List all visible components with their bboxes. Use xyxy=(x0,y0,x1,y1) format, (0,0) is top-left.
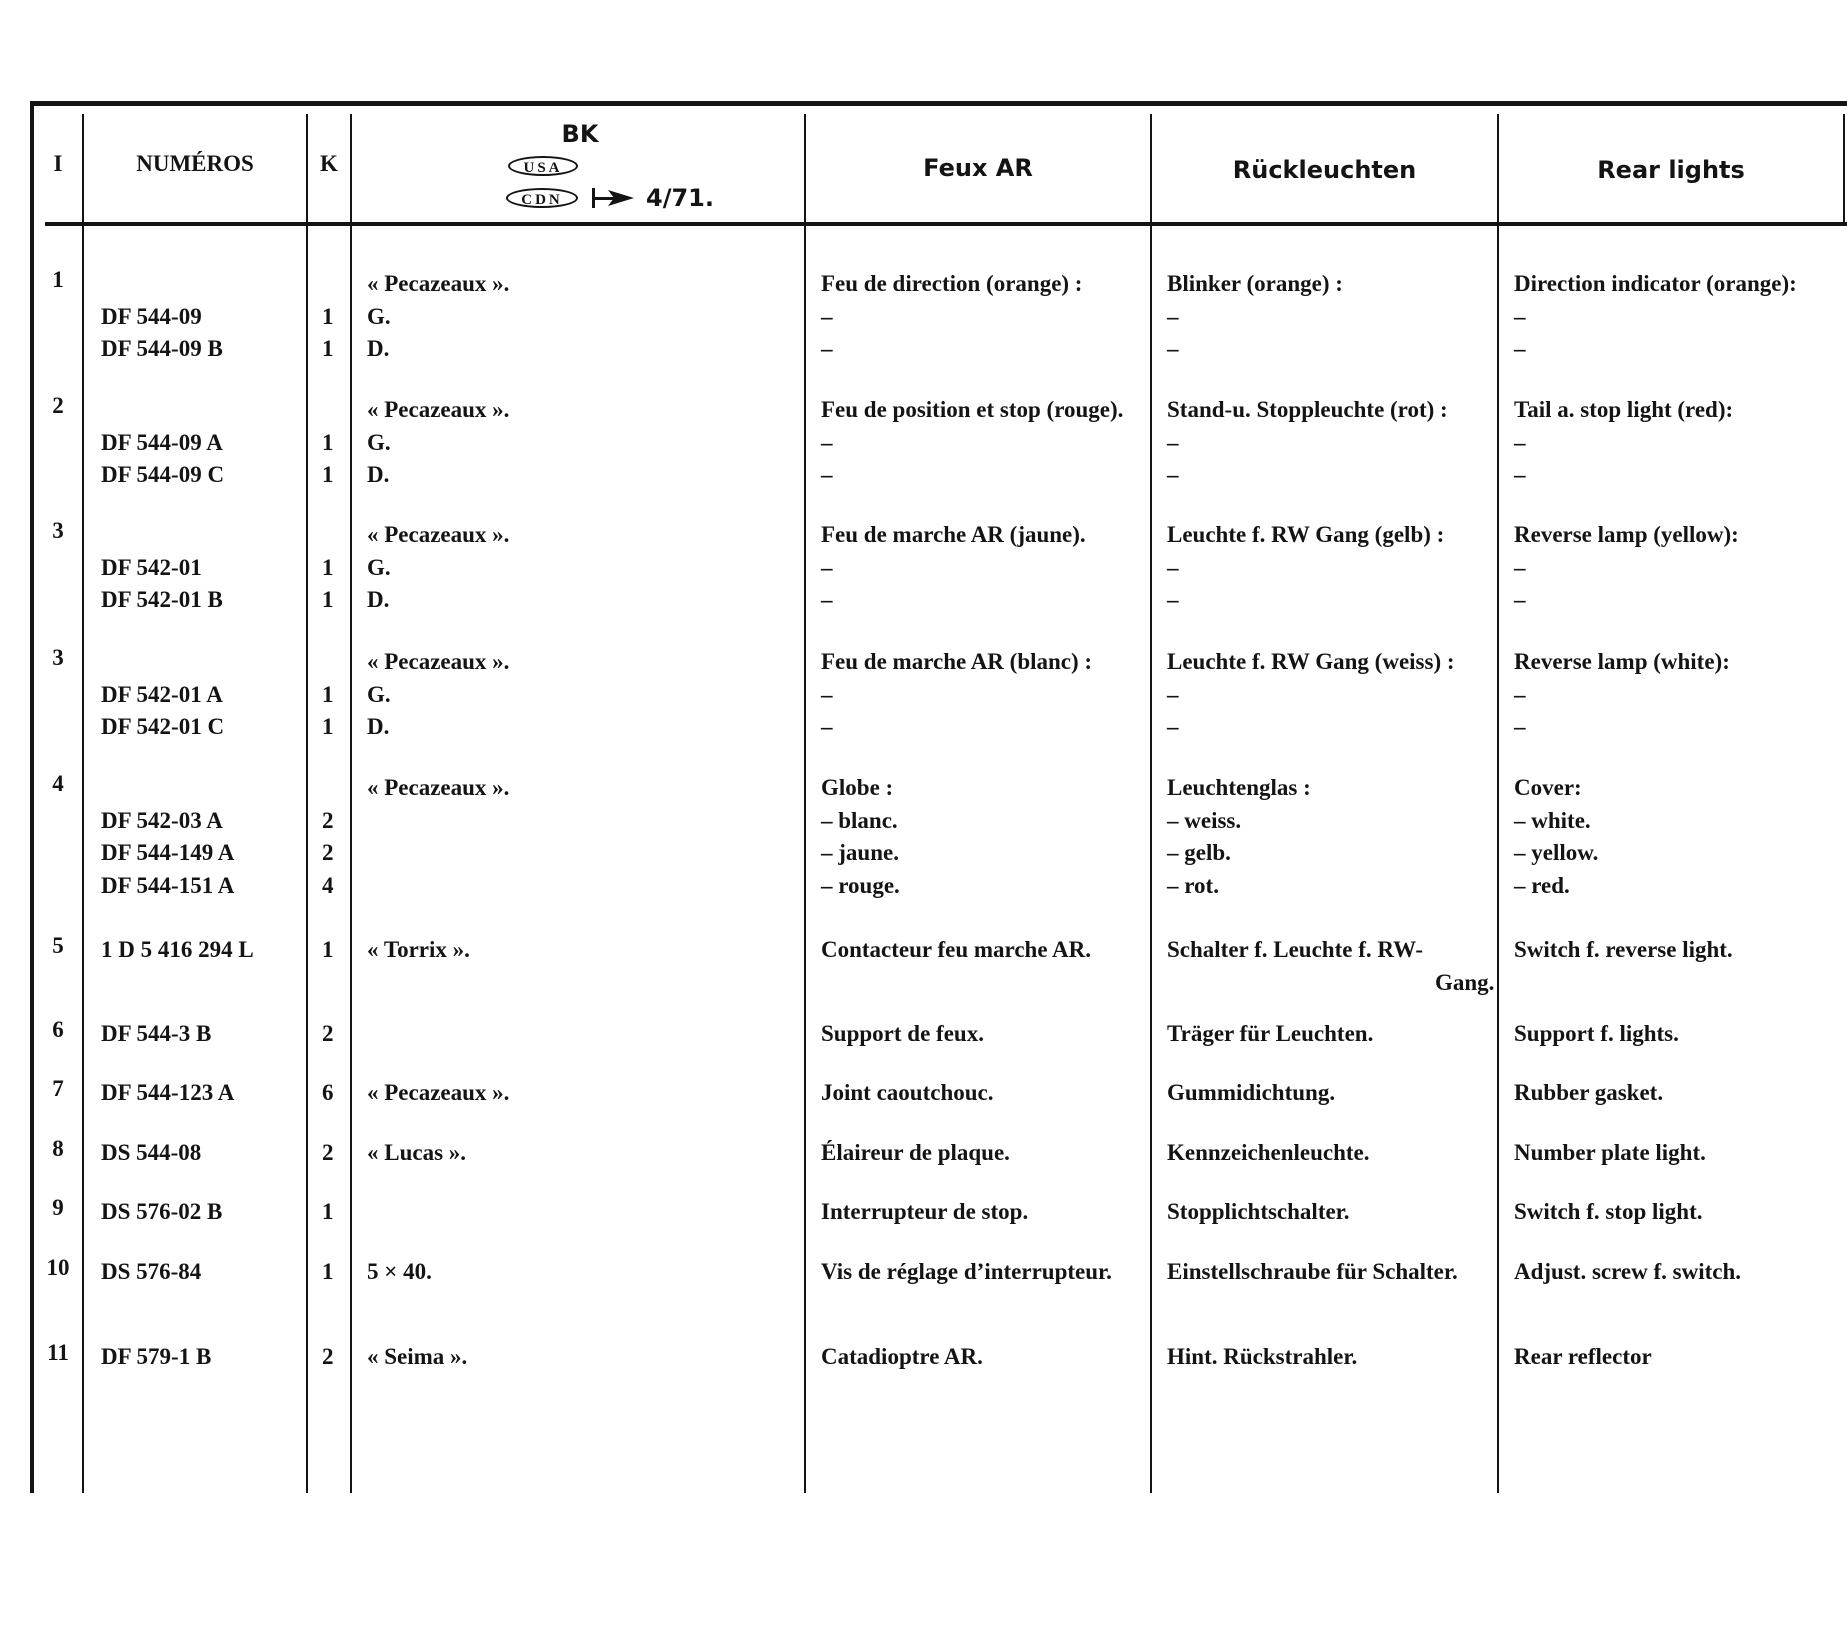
part-number: DF 542-01 C xyxy=(101,714,225,739)
part-number: DF 544-3 B xyxy=(101,1021,212,1046)
part-number: DF 542-01 A xyxy=(101,681,223,707)
make-note: D. xyxy=(367,336,390,361)
cdn-badge: CDN xyxy=(506,188,578,208)
quantity: 1 xyxy=(322,681,334,707)
quantity: 1 xyxy=(322,554,334,580)
quantity: 2 xyxy=(322,1140,334,1165)
item-index: 3 xyxy=(52,518,64,543)
desc-fr: Feu de position et stop (rouge). xyxy=(821,397,1124,422)
desc-fr: – xyxy=(821,429,833,455)
quantity: 6 xyxy=(322,1080,334,1105)
header-numbers: NUMÉROS xyxy=(136,151,254,176)
desc-fr: Contacteur feu marche AR. xyxy=(821,937,1091,962)
usa-badge: USA xyxy=(508,156,578,176)
desc-de: – rot. xyxy=(1167,872,1219,898)
desc-fr: Catadioptre AR. xyxy=(821,1344,983,1369)
part-number: DF 544-09 C xyxy=(101,462,225,487)
desc-fr: Feu de marche AR (blanc) : xyxy=(821,649,1093,674)
desc-de: Einstellschraube für Schalter. xyxy=(1167,1259,1458,1284)
desc-en: Switch f. stop light. xyxy=(1514,1199,1703,1224)
desc-fr: Feu de direction (orange) : xyxy=(821,271,1083,296)
col-divider-model xyxy=(350,114,352,1493)
desc-en: – xyxy=(1514,554,1526,580)
desc-de: Stopplichtschalter. xyxy=(1167,1199,1350,1224)
make-note: « Pecazeaux ». xyxy=(367,1080,510,1105)
make-note: « Pecazeaux ». xyxy=(367,271,510,296)
part-number: DF 544-151 A xyxy=(101,872,235,898)
header-k: K xyxy=(320,151,338,176)
quantity: 2 xyxy=(322,1344,334,1369)
desc-fr: – jaune. xyxy=(821,840,899,865)
desc-en: – xyxy=(1514,462,1526,487)
make-note: G. xyxy=(367,303,391,329)
desc-de: Leuchte f. RW Gang (gelb) : xyxy=(1167,522,1445,547)
desc-de: Leuchte f. RW Gang (weiss) : xyxy=(1167,649,1455,674)
item-index: 10 xyxy=(46,1255,70,1280)
part-number: DF 542-01 B xyxy=(101,587,223,612)
make-note: G. xyxy=(367,554,391,580)
quantity: 1 xyxy=(322,937,334,962)
header-de: Rückleuchten xyxy=(1232,156,1417,184)
item-index: 11 xyxy=(47,1340,69,1365)
desc-de: – xyxy=(1167,681,1179,707)
col-divider-en xyxy=(1497,114,1499,1493)
desc-en: – xyxy=(1514,429,1526,455)
desc-fr: Joint caoutchouc. xyxy=(821,1080,994,1105)
desc-en: Direction indicator (orange): xyxy=(1514,271,1797,296)
desc-de: Schalter f. Leuchte f. RW- xyxy=(1167,937,1423,962)
desc-fr: Support de feux. xyxy=(821,1021,984,1046)
desc-de: – weiss. xyxy=(1167,807,1242,833)
make-note: D. xyxy=(367,462,390,487)
desc-fr: – xyxy=(821,462,833,487)
header-index: I xyxy=(53,151,63,176)
quantity: 4 xyxy=(322,872,334,898)
desc-de: – xyxy=(1167,303,1179,329)
make-note: G. xyxy=(367,429,391,455)
desc-en: – xyxy=(1514,587,1526,612)
desc-de: – xyxy=(1167,336,1179,361)
desc-de: Gummidichtung. xyxy=(1167,1080,1336,1105)
desc-fr: Interrupteur de stop. xyxy=(821,1199,1029,1224)
item-index: 5 xyxy=(52,933,64,958)
desc-de: Stand-u. Stoppleuchte (rot) : xyxy=(1167,397,1448,422)
desc-fr: Feu de marche AR (jaune). xyxy=(821,522,1086,547)
top-rule xyxy=(30,101,1847,106)
desc-fr: – xyxy=(821,714,833,739)
item-index: 1 xyxy=(52,267,64,292)
make-note: « Pecazeaux ». xyxy=(367,775,510,800)
item-index: 2 xyxy=(52,393,64,418)
desc-de: Leuchtenglas : xyxy=(1167,775,1311,800)
header-en: Rear lights xyxy=(1597,156,1745,184)
desc-de: Träger für Leuchten. xyxy=(1167,1021,1374,1046)
make-note: D. xyxy=(367,587,390,612)
desc-en: Reverse lamp (white): xyxy=(1514,649,1730,674)
item-index: 7 xyxy=(52,1076,64,1101)
desc-en: – red. xyxy=(1514,872,1570,898)
header-model: BK xyxy=(561,120,599,148)
part-number: DS 544-08 xyxy=(101,1140,202,1165)
desc-en: Cover: xyxy=(1514,775,1582,800)
make-note: 5 × 40. xyxy=(367,1259,432,1284)
part-number: 1 D 5 416 294 L xyxy=(101,937,254,962)
desc-en: Rubber gasket. xyxy=(1514,1080,1664,1105)
quantity: 2 xyxy=(322,840,334,865)
part-number: DF 544-09 A xyxy=(101,429,223,455)
item-index: 4 xyxy=(52,771,64,796)
desc-fr: Élaireur de plaque. xyxy=(821,1140,1010,1165)
right-border xyxy=(1843,114,1845,224)
quantity: 1 xyxy=(322,714,334,739)
make-note: « Pecazeaux ». xyxy=(367,397,510,422)
col-divider-k xyxy=(306,114,308,1493)
desc-en: – xyxy=(1514,681,1526,707)
part-number: DF 542-01 xyxy=(101,554,202,580)
header-bottom-rule xyxy=(45,222,1847,226)
quantity: 1 xyxy=(322,462,334,487)
make-note: « Pecazeaux ». xyxy=(367,522,510,547)
desc-de: Gang. xyxy=(1435,969,1495,995)
make-note: « Lucas ». xyxy=(367,1140,467,1165)
desc-fr: – xyxy=(821,336,833,361)
desc-de: – xyxy=(1167,587,1179,612)
desc-en: – yellow. xyxy=(1514,840,1599,865)
item-index: 8 xyxy=(52,1136,64,1161)
desc-fr: Globe : xyxy=(821,775,894,800)
arrow-head-icon xyxy=(608,190,634,206)
quantity: 1 xyxy=(322,429,334,455)
make-note: D. xyxy=(367,714,390,739)
make-note: « Torrix ». xyxy=(367,937,470,962)
part-number: DF 579-1 B xyxy=(101,1344,212,1369)
quantity: 2 xyxy=(322,807,334,833)
desc-de: – xyxy=(1167,714,1179,739)
part-number: DF 542-03 A xyxy=(101,807,223,833)
item-index: 9 xyxy=(52,1195,64,1220)
desc-de: – xyxy=(1167,462,1179,487)
header-fr: Feux AR xyxy=(923,154,1033,182)
desc-fr: – xyxy=(821,587,833,612)
make-note: G. xyxy=(367,681,391,707)
part-number: DF 544-149 A xyxy=(101,840,235,865)
part-number: DS 576-84 xyxy=(101,1259,202,1284)
desc-fr: – xyxy=(821,554,833,580)
col-divider-numbers xyxy=(82,114,84,1493)
item-index: 6 xyxy=(52,1017,64,1042)
col-divider-de xyxy=(1150,114,1152,1493)
desc-de: – xyxy=(1167,554,1179,580)
desc-en: – xyxy=(1514,303,1526,329)
item-index: 3 xyxy=(52,645,64,670)
desc-en: Rear reflector xyxy=(1514,1344,1652,1369)
make-note: « Seima ». xyxy=(367,1344,468,1369)
quantity: 1 xyxy=(322,303,334,329)
desc-de: – gelb. xyxy=(1167,840,1231,865)
desc-de: Kennzeichenleuchte. xyxy=(1167,1140,1370,1165)
desc-en: Tail a. stop light (red): xyxy=(1514,397,1734,422)
quantity: 1 xyxy=(322,587,334,612)
col-divider-fr xyxy=(804,114,806,1493)
part-number: DS 576-02 B xyxy=(101,1199,223,1224)
desc-fr: – xyxy=(821,681,833,707)
desc-en: Number plate light. xyxy=(1514,1140,1706,1165)
part-number: DF 544-09 xyxy=(101,303,202,329)
desc-fr: – rouge. xyxy=(821,872,900,898)
quantity: 1 xyxy=(322,336,334,361)
desc-de: Blinker (orange) : xyxy=(1167,271,1343,296)
quantity: 2 xyxy=(322,1021,334,1046)
desc-en: Support f. lights. xyxy=(1514,1021,1679,1046)
desc-de: – xyxy=(1167,429,1179,455)
header-model-date: 4/71. xyxy=(646,184,714,212)
desc-en: – xyxy=(1514,336,1526,361)
desc-de: Hint. Rückstrahler. xyxy=(1167,1344,1358,1369)
desc-fr: – blanc. xyxy=(821,807,898,833)
quantity: 1 xyxy=(322,1259,334,1284)
desc-en: Switch f. reverse light. xyxy=(1514,937,1733,962)
part-number: DF 544-09 B xyxy=(101,336,223,361)
desc-fr: – xyxy=(821,303,833,329)
desc-en: Reverse lamp (yellow): xyxy=(1514,522,1739,547)
desc-en: Adjust. screw f. switch. xyxy=(1514,1259,1742,1284)
part-number: DF 544-123 A xyxy=(101,1080,235,1105)
quantity: 1 xyxy=(322,1199,334,1224)
make-note: « Pecazeaux ». xyxy=(367,649,510,674)
desc-fr: Vis de réglage d’interrupteur. xyxy=(821,1259,1112,1284)
desc-en: – white. xyxy=(1514,807,1591,833)
desc-en: – xyxy=(1514,714,1526,739)
